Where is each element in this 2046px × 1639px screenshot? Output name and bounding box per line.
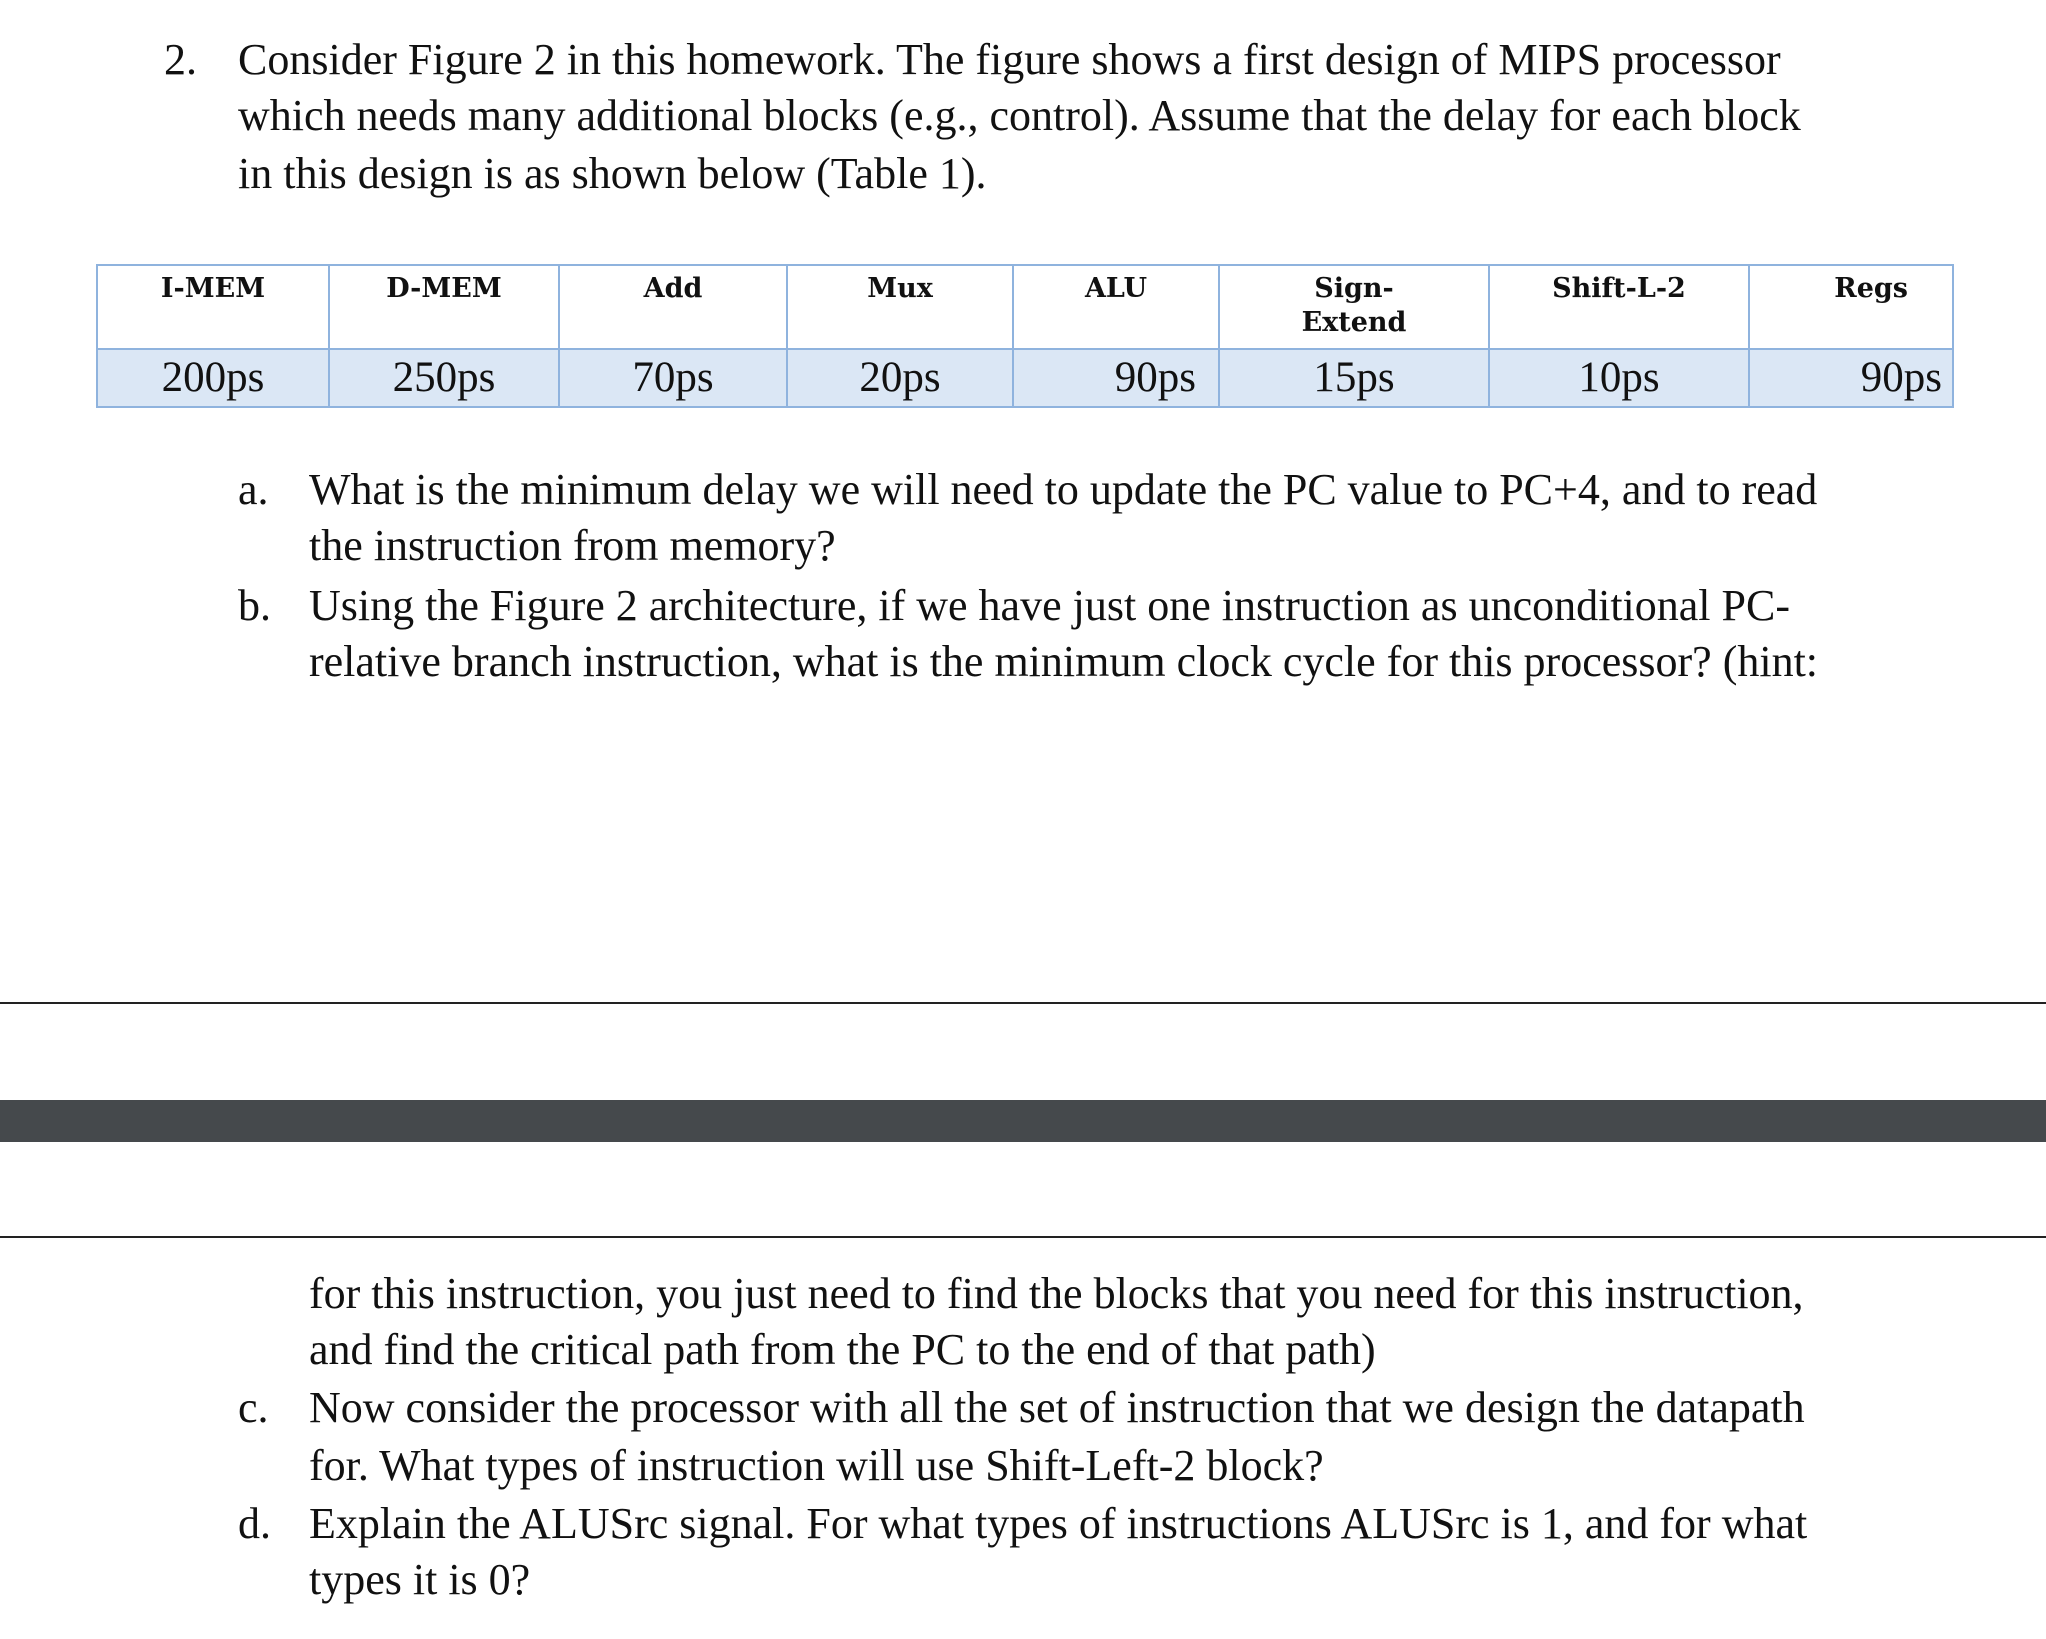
value-d-mem: 250ps [329,349,559,407]
table-value-row [97,349,1953,407]
header-shift-l-2: Shift-L-2 [1489,265,1749,349]
header-regs: Regs [1749,265,1953,349]
value-alu: 90ps [1013,349,1219,407]
value-mux: 20ps [787,349,1013,407]
block-delay-table [96,264,1954,408]
part-d-line-2: types it is 0? [309,1555,531,1604]
part-c-line-1: Now consider the processor with all the set of instruction that we design the datapath [309,1383,1805,1432]
part-b-line-2: relative branch instruction, what is the minimum clock cycle for this processor? (hint: [309,637,1819,686]
header-add: Add [559,265,787,349]
part-b-label: b. [238,581,271,630]
value-i-mem: 200ps [97,349,329,407]
header-d-mem: D-MEM [329,265,559,349]
table-header-row [97,265,1953,349]
part-a-line-1: What is the minimum delay we will need to update the PC value to PC+4, and to read [309,465,1818,514]
part-b-line-1: Using the Figure 2 architecture, if we have just one instruction as unconditional PC- [309,581,1791,630]
value-shift-l-2: 10ps [1489,349,1749,407]
value-regs: 90ps [1749,349,1953,407]
part-a-line-2: the instruction from memory? [309,521,836,570]
page-bottom-rule [0,1002,2046,1004]
value-sign-extend: 15ps [1219,349,1489,407]
part-d-label: d. [238,1499,271,1548]
part-d-line-1: Explain the ALUSrc signal. For what types of instructions ALUSrc is 1, and for what [309,1499,1808,1548]
page-top-rule [0,1236,2046,1238]
page-break-bar [0,1100,2046,1142]
header-mux: Mux [787,265,1013,349]
question-intro-line-1: Consider Figure 2 in this homework. The figure shows a first design of MIPS processor [238,35,1781,84]
part-b-continued-line-1: for this instruction, you just need to find the blocks that you need for this instruction, [309,1269,1804,1318]
part-c-line-2: for. What types of instruction will use Shift-Left-2 block? [309,1441,1324,1490]
question-intro-line-3: in this design is as shown below (Table 1). [238,149,987,198]
header-i-mem: I-MEM [97,265,329,349]
value-add: 70ps [559,349,787,407]
part-c-label: c. [238,1383,269,1432]
header-sign-extend: Sign- Extend [1219,265,1489,349]
question-intro-line-2: which needs many additional blocks (e.g., control). Assume that the delay for each block [238,91,1801,140]
part-a-label: a. [238,465,269,514]
part-b-continued-line-2: and find the critical path from the PC to the end of that path) [309,1325,1376,1374]
question-number: 2. [164,35,197,84]
header-alu: ALU [1013,265,1219,349]
